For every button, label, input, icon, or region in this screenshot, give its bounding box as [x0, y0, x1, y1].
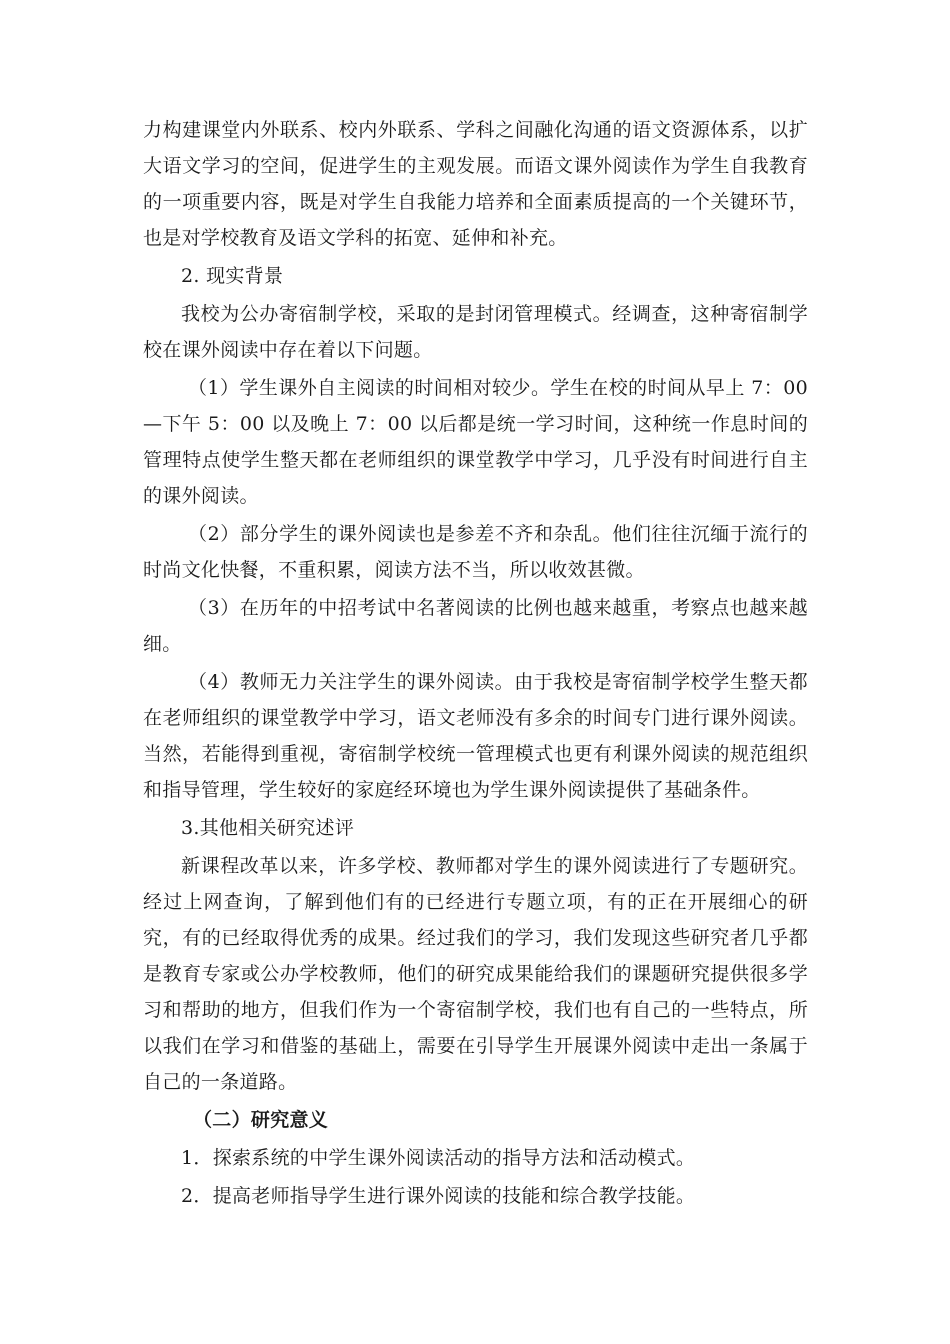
- section-heading-research-significance: （二）研究意义: [193, 1109, 329, 1131]
- list-item-significance-1: 1．探索系统的中学生课外阅读活动的指导方法和活动模式。: [181, 1147, 696, 1169]
- section-heading-related-research: 3.其他相关研究述评: [181, 817, 355, 839]
- paragraph-school-intro: 我校为公办寄宿制学校，采取的是封闭管理模式。经调查，这种寄宿制学校在课外阅读中存在着以下问题。: [143, 303, 808, 361]
- list-item-significance-2: 2．提高老师指导学生进行课外阅读的技能和综合教学技能。: [181, 1185, 696, 1207]
- document-body: [143, 112, 808, 1214]
- paragraph-problem-1: （1）学生课外自主阅读的时间相对较少。学生在校的时间从早上 7：00—下午 5：00 以及晚上 7：00 以后都是统一学习时间，这种统一作息时间的管理特点使学生整天都在老师组织的课堂教学中学习，几乎没有时间进行自主的课外阅读。: [143, 377, 808, 507]
- paragraph-problem-3: （3）在历年的中招考试中名著阅读的比例也越来越重，考察点也越来越细。: [143, 597, 808, 655]
- paragraph-problem-4: （4）教师无力关注学生的课外阅读。由于我校是寄宿制学校学生整天都在老师组织的课堂教学中学习，语文老师没有多余的时间专门进行课外阅读。当然，若能得到重视，寄宿制学校统一管理模式也更有利课外阅读的规范组织和指导管理，学生较好的家庭经环境也为学生课外阅读提供了基础条件。: [143, 671, 808, 801]
- section-heading-reality-background: 2. 现实背景: [181, 265, 284, 287]
- paragraph-resource-system: 力构建课堂内外联系、校内外联系、学科之间融化沟通的语文资源体系，以扩大语文学习的空间，促进学生的主观发展。而语文课外阅读作为学生自我教育的一项重要内容，既是对学生自我能力培养和全面素质提高的一个关键环节，也是对学校教育及语文学科的拓宽、延伸和补充。: [143, 119, 808, 249]
- paragraph-related-research: 新课程改革以来，许多学校、教师都对学生的课外阅读进行了专题研究。经过上网查询，了解到他们有的已经进行专题立项，有的正在开展细心的研究，有的已经取得优秀的成果。经过我们的学习，我们发现这些研究者几乎都是教育专家或公办学校教师，他们的研究成果能给我们的课题研究提供很多学习和帮助的地方，但我们作为一个寄宿制学校，我们也有自己的一些特点，所以我们在学习和借鉴的基础上，需要在引导学生开展课外阅读中走出一条属于自己的一条道路。: [143, 855, 808, 1093]
- paragraph-problem-2: （2）部分学生的课外阅读也是参差不齐和杂乱。他们往往沉缅于流行的时尚文化快餐，不重积累，阅读方法不当，所以收效甚微。: [143, 523, 808, 581]
